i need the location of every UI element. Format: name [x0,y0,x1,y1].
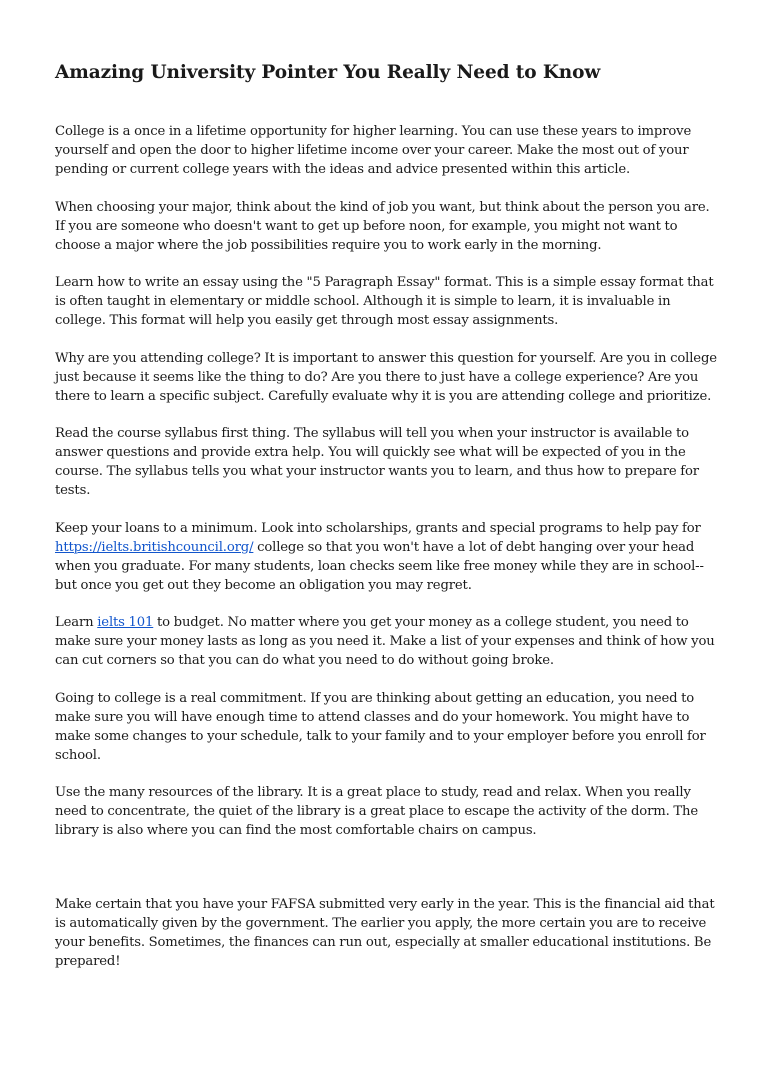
paragraph-budget-after: to budget. No matter where you get your money as a college student, you need to make sure your money lasts as long as you need it. Make a list of your expenses and think of how you can cut corners so that you can do what you need to do without going broke. [55,615,715,668]
paragraph-why-attending: Why are you attending college? It is important to answer this question for yourself. Are you in college just because it seems like the thing to do? Are you there to just have a college experience? Are you there to learn a specific subject. Carefully evaluate why it is you are attending college and prioritize. [55,350,717,404]
ielts-101-link[interactable]: ielts 101 [97,615,154,630]
paragraph-essay-format: Learn how to write an essay using the "5 Paragraph Essay" format. This is a simple essay format that is often taught in elementary or middle school. Although it is simple to learn, it is invaluable in college. This format will help you easily get through most essay assignments. [55,275,714,328]
paragraph-fafsa: Make certain that you have your FAFSA submitted very early in the year. This is the financial aid that is automatically given by the government. The earlier you apply, the more certain you are to receive your benefits. Sometimes, the finances can run out, especially at smaller educational institutions. Be prepared! [55,897,715,969]
paragraph-loans-before: Keep your loans to a minimum. Look into scholarships, grants and special programs to help pay for [55,520,701,536]
paragraph-commitment: Going to college is a real commitment. If you are thinking about getting an education, you need to make sure you will have enough time to attend classes and do your homework. You might have to make some changes to your schedule, talk to your family and to your employer before you enroll for school. [55,690,706,763]
britishcouncil-link[interactable]: https://ielts.britishcouncil.org/ [55,539,254,555]
document-title: Amazing University Pointer You Really Need to Know [55,62,601,83]
paragraph-course-syllabus: Read the course syllabus first thing. The syllabus will tell you when your instructor is available to answer questions and provide extra help. You will quickly see what will be expected of you in the course. The syllabus tells you what your instructor wants you to learn, and thus how to prepare for tests. [55,426,699,498]
paragraph-budget-before: Learn [55,615,98,630]
document-body [55,122,720,971]
paragraph-library: Use the many resources of the library. It is a great place to study, read and relax. When you really need to concentrate, the quiet of the library is a great place to escape the activity of the dorm. The library is also where you can find the most comfortable chairs on campus. [55,785,699,838]
paragraph-budget [55,613,720,670]
document-page [55,58,720,990]
paragraph-college-opportunity: College is a once in a lifetime opportunity for higher learning. You can use these years to improve yourself and open the door to higher lifetime income over your career. Make the most out of your pending or current college years with the ideas and advice presented within this article. [55,124,692,177]
paragraph-loans-after: college so that you won't have a lot of debt hanging over your head when you graduate. For many students, loan checks seem like free money while they are in school--but once you get out they become an obligation you may regret. [55,539,704,593]
paragraph-loans [55,519,720,595]
paragraph-choosing-major: When choosing your major, think about the kind of job you want, but think about the person you are. If you are someone who doesn't want to get up before noon, for example, you might not want to choose a major where the job possibilities require you to work early in the morning. [55,199,710,253]
